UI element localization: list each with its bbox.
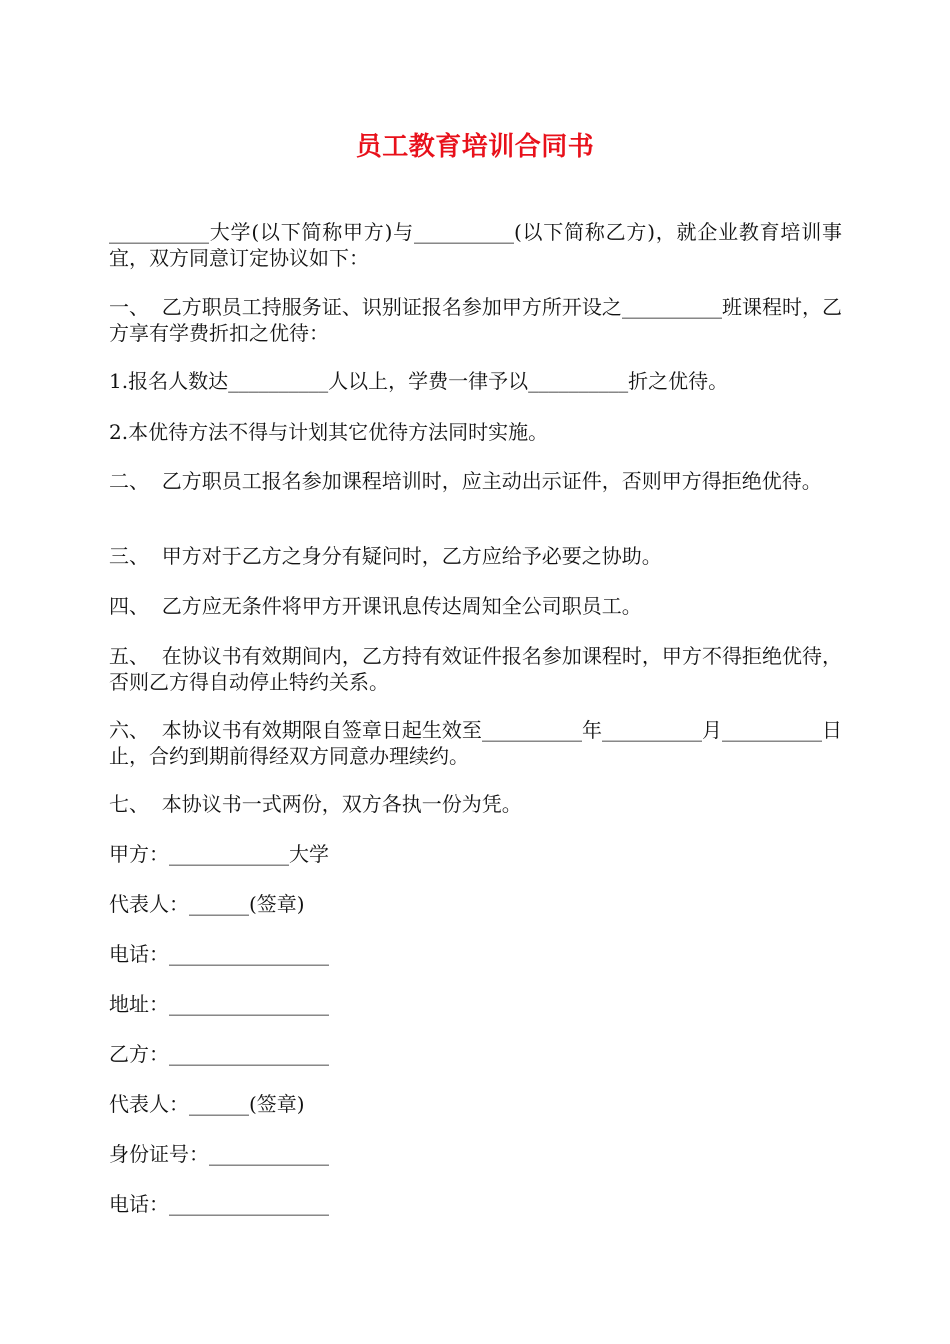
document-title: 员工教育培训合同书 (355, 132, 595, 162)
clause-2: 二、 乙方职员工报名参加课程培训时，应主动出示证件，否则甲方得拒绝优待。 (109, 469, 822, 493)
party-b-phone-field: 电话：________________ (109, 1192, 329, 1216)
clause-7: 七、 本协议书一式两份，双方各执一份为凭。 (109, 792, 522, 816)
party-a-address-field: 地址：________________ (109, 992, 329, 1016)
party-b-representative-field: 代表人：______(签章) (109, 1092, 305, 1116)
party-a-representative-field: 代表人：______(签章) (109, 892, 305, 916)
intro-paragraph: __________大学(以下简称甲方)与__________(以下简称乙方)，就企业教育培训事宜，双方同意订定协议如下： (109, 220, 842, 270)
clause-3: 三、 甲方对于乙方之身分有疑问时，乙方应给予必要之协助。 (109, 544, 662, 568)
clause-1: 一、 乙方职员工持服务证、识别证报名参加甲方所开设之__________班课程时，乙方享有学费折扣之优待： (109, 295, 842, 345)
clause-5: 五、 在协议书有效期间内，乙方持有效证件报名参加课程时，甲方不得拒绝优待，否则乙方得自动停止特约关系。 (109, 644, 842, 694)
clause-4: 四、 乙方应无条件将甲方开课讯息传达周知全公司职员工。 (109, 594, 642, 618)
clause-1-item-1: 1.报名人数达__________人以上，学费一律予以__________折之优待。 (109, 369, 729, 393)
party-a-phone-field: 电话：________________ (109, 942, 329, 966)
party-b-field: 乙方：________________ (109, 1042, 329, 1066)
party-a-field: 甲方：____________大学 (109, 842, 329, 866)
party-b-id-number-field: 身份证号：____________ (109, 1142, 329, 1166)
clause-1-item-2: 2.本优待方法不得与计划其它优待方法同时实施。 (109, 420, 549, 444)
clause-6: 六、 本协议书有效期限自签章日起生效至__________年__________月__________日止，合约到期前得经双方同意办理续约。 (109, 718, 842, 768)
